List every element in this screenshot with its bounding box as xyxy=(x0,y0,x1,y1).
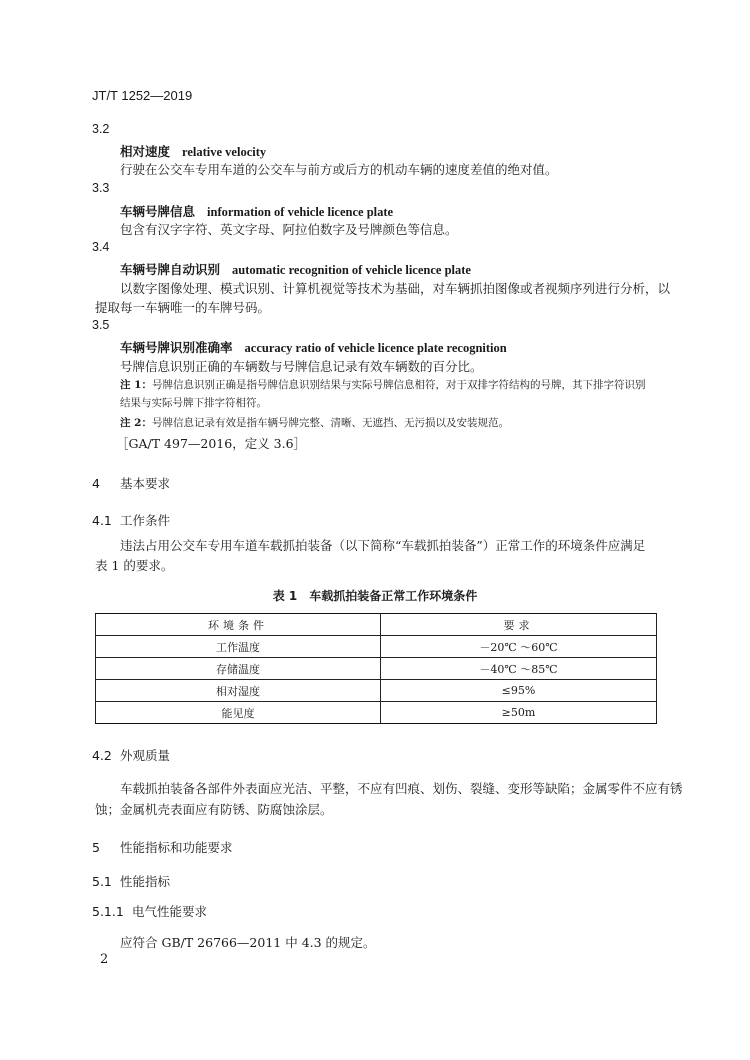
clause-number: 3.3 xyxy=(92,181,110,195)
definition-text: 包含有汉字字符、英文字母、阿拉伯数字及号牌颜色等信息。 xyxy=(120,222,458,237)
subsection-title: 工作条件 xyxy=(120,513,171,528)
subsection-title: 性能指标 xyxy=(120,874,171,889)
section-heading xyxy=(92,474,170,492)
table-cell: 存储温度 xyxy=(96,658,381,680)
table-caption: 表 1 车载抓拍装备正常工作环境条件 xyxy=(272,589,478,603)
note-text: 号牌信息记录有效是指车辆号牌完整、清晰、无遮挡、无污损以及安装规范。 xyxy=(151,417,509,429)
note-label: 注 2： xyxy=(120,417,152,429)
term-en: relative velocity xyxy=(182,145,267,159)
subsection-number: 4.2 xyxy=(92,748,112,763)
table-cell: －20℃ ～60℃ xyxy=(381,636,657,658)
table-header-cell: 环境条件 xyxy=(96,614,381,636)
term-zh: 车辆号牌自动识别 xyxy=(120,262,221,277)
term-title xyxy=(120,337,507,356)
term-en: information of vehicle licence plate xyxy=(207,205,394,219)
note-label: 注 1： xyxy=(120,379,152,391)
subsection-number: 4.1 xyxy=(92,513,112,528)
definition-text: 以数字图像处理、模式识别、计算机视觉等技术为基础，对车辆抓拍图像或者视频序列进行分析，以 xyxy=(120,281,671,296)
term-en: accuracy ratio of vehicle licence plate recognition xyxy=(244,341,507,355)
section-title: 性能指标和功能要求 xyxy=(120,840,233,855)
table-cell: ≤95% xyxy=(381,680,657,702)
table-cell: ≥50m xyxy=(381,702,657,724)
subsection-number: 5.1 xyxy=(92,874,112,889)
paragraph: 违法占用公交车专用车道车载抓拍装备（以下简称“车载抓拍装备”）正常工作的环境条件应满足 xyxy=(120,538,646,553)
section-heading xyxy=(92,838,233,856)
table-header-cell: 要求 xyxy=(381,614,657,636)
clause-number: 3.5 xyxy=(92,318,110,332)
note-text: 号牌信息识别正确是指号牌信息识别结果与实际号牌信息相符，对于双排字符结构的号牌，其下排字符识别 xyxy=(151,379,646,391)
table-cell: －40℃ ～85℃ xyxy=(381,658,657,680)
environment-table xyxy=(95,613,657,724)
term-title xyxy=(120,141,266,160)
note-1 xyxy=(120,377,645,392)
table-cell: 相对湿度 xyxy=(96,680,381,702)
subsection-heading xyxy=(92,746,170,764)
term-en: automatic recognition of vehicle licence plate xyxy=(232,263,471,277)
definition-text: 行驶在公交车专用车道的公交车与前方或后方的机动车辆的速度差值的绝对值。 xyxy=(120,162,558,177)
section-number: 5 xyxy=(92,840,100,855)
subsection-heading xyxy=(92,511,170,529)
subsubsection-title: 电气性能要求 xyxy=(132,904,208,919)
table-cell: 工作温度 xyxy=(96,636,381,658)
term-zh: 相对速度 xyxy=(120,144,171,159)
section-number: 4 xyxy=(92,476,100,491)
subsection-heading xyxy=(92,872,170,890)
note-1-cont: 结果与实际号牌下排字符相符。 xyxy=(120,397,267,409)
term-title xyxy=(120,259,471,278)
doc-code-header: JT/T 1252—2019 xyxy=(92,88,193,103)
table-row xyxy=(96,636,657,658)
table-row xyxy=(96,680,657,702)
table-cell: 能见度 xyxy=(96,702,381,724)
subsubsection-heading xyxy=(92,902,207,920)
section-title: 基本要求 xyxy=(120,476,171,491)
term-zh: 车辆号牌识别准确率 xyxy=(120,340,233,355)
table-row xyxy=(96,658,657,680)
term-zh: 车辆号牌信息 xyxy=(120,204,196,219)
note-2 xyxy=(120,415,509,430)
definition-text: 号牌信息识别正确的车辆数与号牌信息记录有效车辆数的百分比。 xyxy=(120,359,483,374)
page-number: 2 xyxy=(100,952,109,967)
table-row xyxy=(96,702,657,724)
paragraph: 车载抓拍装备各部件外表面应光洁、平整，不应有凹痕、划伤、裂缝、变形等缺陷；金属零件不应有锈 xyxy=(120,781,683,796)
paragraph: 表 1 的要求。 xyxy=(95,558,174,573)
clause-number: 3.4 xyxy=(92,240,110,254)
subsubsection-number: 5.1.1 xyxy=(92,904,124,919)
paragraph: 蚀；金属机壳表面应有防锈、防腐蚀涂层。 xyxy=(95,802,333,817)
term-title xyxy=(120,201,393,220)
reference: ［GA/T 497—2016，定义 3.6］ xyxy=(116,436,307,451)
definition-text: 提取每一车辆唯一的车牌号码。 xyxy=(95,300,271,315)
subsection-title: 外观质量 xyxy=(120,748,171,763)
clause-number: 3.2 xyxy=(92,122,110,136)
table-header-row xyxy=(96,614,657,636)
paragraph: 应符合 GB/T 26766—2011 中 4.3 的规定。 xyxy=(120,935,376,950)
